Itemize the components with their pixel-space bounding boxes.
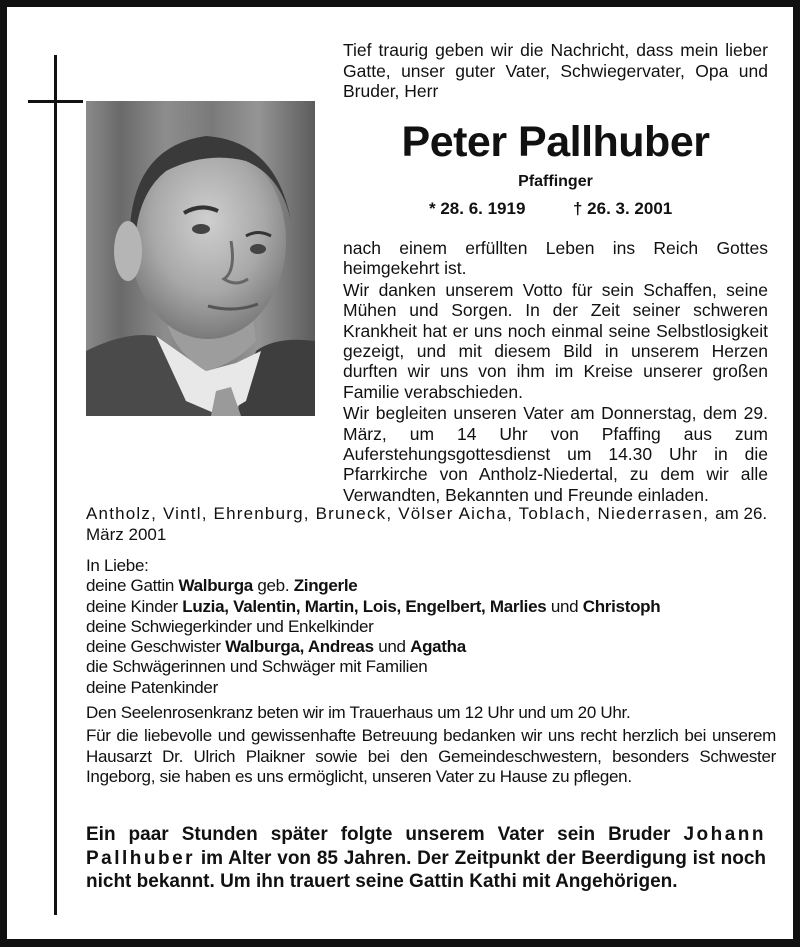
family-list: [86, 556, 786, 698]
siblings-last-name: Agatha: [410, 637, 466, 657]
children-last-name: Christoph: [582, 596, 661, 616]
main-paragraph-2: Wir danken unserem Votto für sein Schaffen, seine Mühen und Sorgen. In der Zeit seiner schweren Krankheit hat er uns noch einmal seine Selbstlosigkeit gezeigt, und mit diesem Bild in unserem Herzen durften wir uns von ihm im Kreise unserer großen Familie verabschieden.: [343, 280, 768, 402]
main-text: [343, 238, 768, 506]
intro-paragraph: Tief traurig geben wir die Nachricht, dass mein lieber Gatte, unser guter Vater, Schwiegervater, Opa und Bruder, Herr: [343, 40, 768, 101]
cross-icon-bar: [28, 100, 83, 103]
thanks-text: Für die liebevolle und gewissenhafte Betreuung bedanken wir uns recht herzlich bei unserem Hausarzt Dr. Ulrich Plaikner sowie bei den Gemeindeschwestern, besonders Schwester Ingeborg, sie haben es uns ermöglicht, unseren Vater zu Hause zu pflegen.: [86, 726, 776, 786]
places-and-date: [86, 503, 776, 545]
portrait-image: [86, 101, 315, 416]
portrait-photo: [86, 101, 315, 416]
deceased-nickname: Pfaffinger: [518, 173, 593, 190]
wife-prefix: deine Gattin: [86, 576, 175, 596]
deceased-name: Peter Pallhuber: [401, 118, 710, 166]
brother-note: [86, 823, 766, 894]
family-heading: In Liebe:: [86, 556, 149, 575]
main-paragraph-1: nach einem erfüllten Leben ins Reich Gottes heimgekehrt ist.: [343, 238, 768, 279]
siblings-prefix: deine Geschwister: [86, 637, 221, 657]
brother-name: Johann Pallhuber: [86, 824, 767, 869]
intro-text: [343, 40, 768, 102]
wife-born-label: geb.: [257, 576, 290, 596]
siblings-and: und: [378, 637, 406, 657]
wife-name: Walburga: [178, 576, 253, 596]
family-sisters-in-law: die Schwägerinnen und Schwäger mit Familien: [86, 657, 428, 677]
children-prefix: deine Kinder: [86, 596, 178, 616]
notice-date: am 26. März 2001: [86, 504, 768, 544]
family-wife: [86, 576, 786, 596]
family-inlaws: deine Schwiegerkinder und Enkelkinder: [86, 616, 374, 636]
children-names: Luzia, Valentin, Martin, Lois, Engelbert, Marlies: [182, 596, 547, 616]
wife-maiden-name: Zingerle: [293, 576, 358, 596]
family-children: [86, 597, 786, 617]
children-and: und: [550, 596, 579, 616]
note-part-1: Ein paar Stunden später folgte unserem Vater sein Bruder: [86, 824, 671, 845]
family-godchildren: deine Patenkinder: [86, 677, 218, 697]
family-siblings: [86, 637, 786, 657]
main-paragraph-3: Wir begleiten unseren Vater am Donnerstag, dem 29. März, um 14 Uhr von Pfaffing aus zum Auferstehungsgottesdienst um 14.30 Uhr in die Pfarrkirche von Antholz-Niedertal, zu dem wir alle Verwandten, Bekannten und Freunde einladen.: [343, 403, 768, 505]
death-date: † 26. 3. 2001: [573, 199, 673, 218]
siblings-names: Walburga, Andreas: [225, 637, 374, 657]
cross-icon: [54, 55, 57, 915]
note-part-2: im Alter von 85 Jahren. Der Zeitpunkt der Beerdigung ist noch nicht bekannt. Um ihn trauert seine Gattin Kathi mit Angehörigen.: [86, 847, 767, 892]
places-list: Antholz, Vintl, Ehrenburg, Bruneck, Völser Aicha, Toblach, Niederrasen,: [86, 504, 710, 523]
birth-date: * 28. 6. 1919: [429, 199, 526, 218]
rosary-notice: Den Seelenrosenkranz beten wir im Trauerhaus um 12 Uhr und um 20 Uhr.: [86, 703, 631, 722]
